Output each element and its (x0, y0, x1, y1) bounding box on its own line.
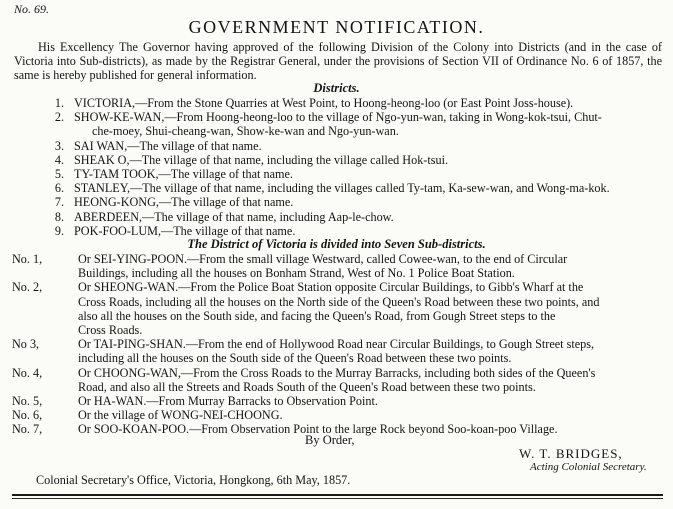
district-number: 9. (54, 223, 64, 238)
districts-heading: Districts. (313, 81, 360, 95)
district-item (0, 210, 673, 224)
signoff-line: Colonial Secretary's Office, Victoria, Hongkong, 6th May, 1857. (36, 473, 351, 487)
subdistrict-text-continued: Cross Roads, including all the houses on the North side of the Queen's Road between these two points, and (78, 294, 600, 309)
district-text: POK-FOO-LUM,—The village of that name. (74, 223, 296, 238)
district-text: SHEAK O,—The village of that name, including the village called Hok-tsui. (74, 152, 448, 167)
by-order-line: By Order, (305, 433, 355, 447)
subdistrict-text: Or TAI-PING-SHAN.—From the end of Hollywood Road near Circular Buildings, to Gough Street steps, (78, 337, 595, 352)
subdistrict-text: Or SOO-KOAN-POO.—From Observation Point to the large Rock beyond Soo-koan-poo Village. (78, 422, 558, 437)
subdistrict-text: Or CHOONG-WAN,—From the Cross Roads to the Murray Barracks, including both sides of the Queen's (78, 365, 596, 380)
district-text-continued: che-moey, Shui-cheang-wan, Show-ke-wan and Ngo-yun-wan. (92, 124, 399, 139)
subdistrict-item (0, 366, 673, 394)
district-item (0, 96, 673, 110)
district-text: SAI WAN,—The village of that name. (74, 138, 262, 153)
subdistrict-text: Or SEI-YING-POON.—From the small village Westward, called Cowee-wan, to the end of Circular (78, 252, 568, 266)
district-number: 3. (54, 138, 64, 153)
districts-list (0, 96, 673, 238)
subdistrict-item (0, 337, 673, 365)
subdistrict-text: Or the village of WONG-NEI-CHOONG. (78, 408, 283, 423)
district-number: 5. (54, 166, 64, 181)
page-title: GOVERNMENT NOTIFICATION. (188, 17, 485, 37)
subdistrict-item (0, 252, 673, 280)
notice-number: No. 69. (14, 2, 50, 16)
subdistricts-list (0, 252, 673, 437)
district-text: TY-TAM TOOK,—The village of that name. (74, 166, 293, 181)
subdistrict-number: No. 7, (12, 422, 43, 437)
preamble-paragraph: His Excellency The Governor having approved of the following Division of the Colony into Districts (and in the case of Victoria into Sub-districts), as made by the Registrar General, under the provisions of Section VII of Ordinance No. 6 of 1857, the same is hereby published for general information. (14, 40, 662, 82)
bottom-rule-thick (12, 494, 663, 496)
subdistrict-number: No. 6, (12, 408, 43, 423)
subdistrict-number: No. 2, (12, 280, 43, 295)
subdistrict-number: No 3, (12, 337, 40, 352)
district-item (0, 167, 673, 181)
district-text: STANLEY,—The village of that name, including the villages called Ty-tam, Ka-sew-wan, and Wong-ma-kok. (74, 181, 610, 196)
district-item (0, 181, 673, 195)
subdistrict-text-continued: including all the houses on the South side of the Queen's Road between these two points. (78, 351, 512, 366)
subdistrict-item (0, 394, 673, 408)
district-item (0, 224, 673, 238)
signer-name: W. T. BRIDGES, (519, 446, 623, 461)
subdistrict-text: Or SHEONG-WAN.—From the Police Boat Station opposite Circular Buildings, to Gibb's Wharf at the (78, 280, 584, 295)
signer-role: Acting Colonial Secretary. (530, 461, 647, 473)
subdistrict-item (0, 408, 673, 422)
district-text: HEONG-KONG,—The village of that name. (74, 195, 294, 210)
subdistrict-text-continued: also all the houses on the South side, and facing the Queen's Road, from Gough Street steps to the (78, 308, 556, 323)
subdistrict-number: No. 4, (12, 365, 43, 380)
subdistrict-number: No. 5, (12, 393, 43, 408)
district-number: 2. (54, 110, 64, 125)
district-number: 6. (54, 181, 64, 196)
district-text: SHOW-KE-WAN,—From Hoong-heong-loo to the village of Ngo-yun-wan, taking in Wong-kok-tsui, Chut- (74, 110, 602, 125)
district-text: VICTORIA,—From the Stone Quarries at West Point, to Hoong-heong-loo (or East Point Joss-house). (74, 96, 574, 110)
district-item (0, 195, 673, 209)
district-item (0, 153, 673, 167)
district-text: ABERDEEN,—The village of that name, including Aap-le-chow. (74, 209, 394, 224)
district-item (0, 110, 673, 138)
district-number: 8. (54, 209, 64, 224)
district-number: 4. (54, 152, 64, 167)
subdistrict-text-continued: Cross Roads. (78, 322, 143, 337)
district-number: 7. (54, 195, 64, 210)
subdistrict-text: Or HA-WAN.—From Murray Barracks to Observation Point. (78, 393, 378, 408)
bottom-rule-thin (12, 498, 663, 499)
subdistrict-text-continued: Buildings, including all the houses on Bonham Strand, West of No. 1 Police Boat Station. (78, 266, 515, 281)
district-item (0, 139, 673, 153)
subdistrict-number: No. 1, (12, 252, 43, 266)
district-number: 1. (54, 96, 64, 110)
subdistrict-item (0, 280, 673, 337)
subdistricts-heading: The District of Victoria is divided into Seven Sub-districts. (187, 237, 486, 251)
subdistrict-text-continued: Road, and also all the Streets and Roads South of the Queen's Road between these two points. (78, 379, 536, 394)
